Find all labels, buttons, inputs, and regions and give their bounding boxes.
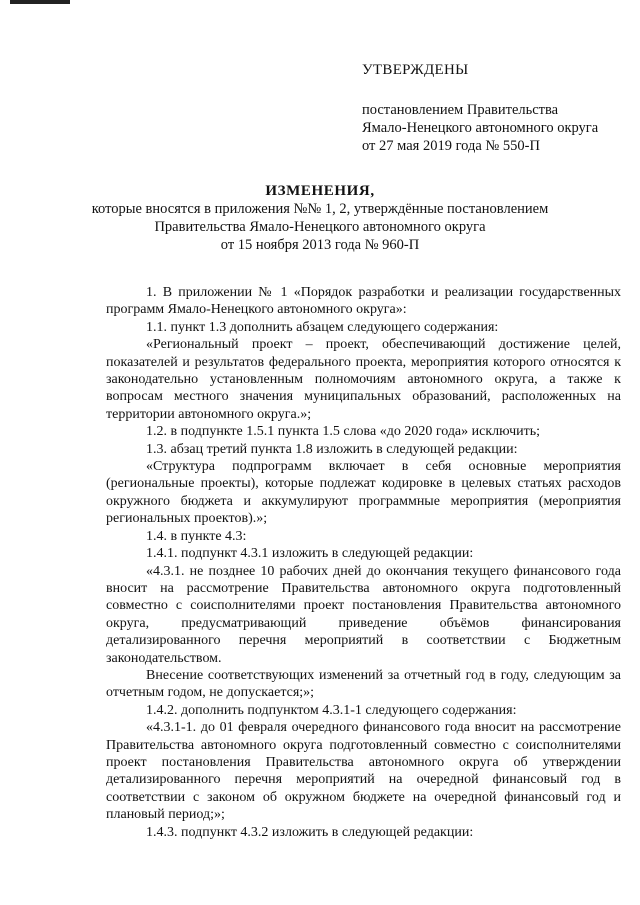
paragraph: 1.1. пункт 1.3 дополнить абзацем следующего содержания:	[146, 319, 499, 335]
paragraph: 1.2. в подпункте 1.5.1 пункта 1.5 слова «до 2020 года» исключить;	[146, 424, 540, 440]
paragraph: «Региональный проект – проект, обеспечивающий достижение целей, показателей и результатов федерального проекта, мероприятия которого относятся к законодательно установленным полномочиям автономного округа, а также к вопросам местного значения муниципальных образований, расположенных на территории автономного округа.»;	[106, 337, 621, 422]
paragraph: «Структура подпрограмм включает в себя основные мероприятия (региональные проекты), которые подлежат кодировке в целевых статьях расходов окружного бюджета и аккумулируют программные мероприятия (мероприятия региональных проектов).»;	[106, 459, 621, 527]
paragraph: «4.3.1. не позднее 10 рабочих дней до окончания текущего финансового года вносит на рассмотрение Правительства автономного округа подготовленный совместно с соисполнителями проект постановления Правительства автономного округа, предусматривающий приведение объёмов финансирования детализированного перечня мероприятий в соответствии с Бюджетным законодательством.	[106, 563, 621, 666]
heading-line: Правительства Ямало-Ненецкого автономного округа	[154, 219, 486, 235]
approval-block	[362, 62, 598, 155]
document-body	[106, 284, 621, 841]
paragraph: 1.3. абзац третий пункта 1.8 изложить в следующей редакции:	[146, 441, 518, 457]
scan-edge-mark	[10, 0, 70, 4]
document-title: ИЗМЕНЕНИЯ,	[265, 183, 375, 199]
paragraph: 1. В приложении № 1 «Порядок разработки и реализации государственных программ Ямало-Ненецкого автономного округа»:	[106, 285, 621, 318]
paragraph: 1.4. в пункте 4.3:	[146, 528, 247, 544]
heading-line: от 15 ноября 2013 года № 960-П	[220, 237, 420, 253]
paragraph: 1.4.1. подпункт 4.3.1 изложить в следующей редакции:	[146, 546, 474, 562]
approval-line: Ямало-Ненецкого автономного округа	[362, 120, 599, 136]
paragraph: 1.4.2. дополнить подпунктом 4.3.1-1 следующего содержания:	[146, 702, 517, 718]
paragraph: 1.4.3. подпункт 4.3.2 изложить в следующей редакции:	[146, 824, 474, 840]
approval-line: постановлением Правительства	[362, 102, 559, 118]
approval-title: УТВЕРЖДЕНЫ	[362, 62, 469, 78]
heading-line: которые вносятся в приложения №№ 1, 2, утверждённые постановлением	[91, 201, 549, 217]
paragraph: Внесение соответствующих изменений за отчетный год в году, следующим за отчетным годом, не допускается;»;	[106, 667, 621, 701]
paragraph: «4.3.1-1. до 01 февраля очередного финансового года вносит на рассмотрение Правительства автономного округа подготовленный совместно с соисполнителями проект постановления Правительства автономного округа об утверждении детализированного перечня мероприятий на очередной финансовый год в соответствии с законом об окружном бюджете на очередной финансовый год и плановый период;»;	[106, 720, 621, 823]
document-heading	[0, 182, 640, 254]
approval-line: от 27 мая 2019 года № 550-П	[362, 138, 540, 154]
